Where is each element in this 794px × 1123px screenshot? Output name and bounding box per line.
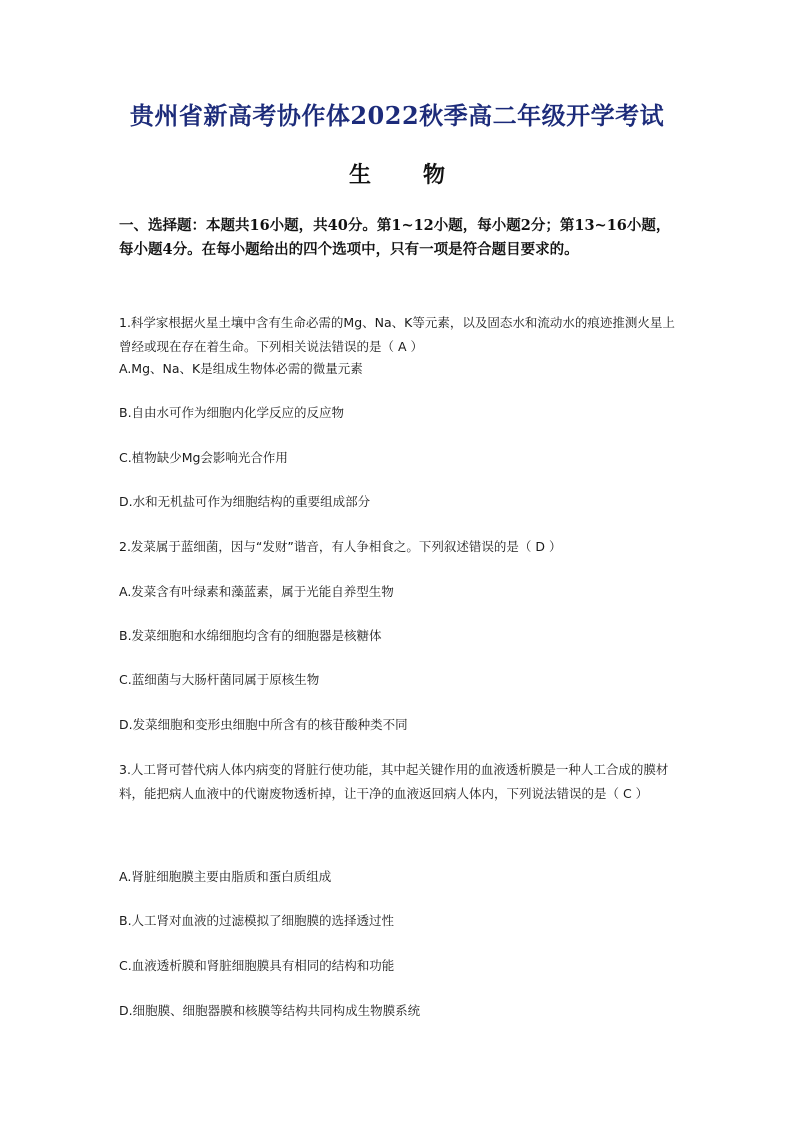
question-1-option-b: B.自由水可作为细胞内化学反应的反应物 xyxy=(119,405,345,420)
question-2-option-c: C.蓝细菌与大肠杆菌同属于原核生物 xyxy=(119,672,320,687)
question-3-stem: 3.人工肾可替代病人体内病变的肾脏行使功能，其中起关键作用的血液透析膜是一种人工合成的膜材料，能把病人血液中的代谢废物透析掉，让干净的血液返回病人体内，下列说法错误的是（ C ） xyxy=(119,762,669,801)
question-1-option-c: C.植物缺少Mg会影响光合作用 xyxy=(119,450,288,465)
exam-title: 贵州省新高考协作体2022秋季高二年级开学考试 xyxy=(129,101,665,130)
question-2-stem: 2.发菜属于蓝细菌，因与“发财”谐音，有人争相食之。下列叙述错误的是（ D ） xyxy=(119,539,562,554)
subject-title xyxy=(0,158,794,189)
question-1-option-d: D.水和无机盐可作为细胞结构的重要组成部分 xyxy=(119,494,371,509)
question-1-stem: 1.科学家根据火星土壤中含有生命必需的Mg、Na、K等元素，以及固态水和流动水的痕迹推测火星上曾经或现在存在着生命。下列相关说法错误的是（ A ） xyxy=(119,315,675,354)
subject-char-1: 生 xyxy=(348,162,371,188)
question-2-option-d: D.发菜细胞和变形虫细胞中所含有的核苷酸种类不同 xyxy=(119,717,408,732)
question-3-option-d: D.细胞膜、细胞器膜和核膜等结构共同构成生物膜系统 xyxy=(119,1003,421,1018)
question-3-option-b: B.人工肾对血液的过滤模拟了细胞膜的选择透过性 xyxy=(119,913,395,928)
question-3-option-c: C.血液透析膜和肾脏细胞膜具有相同的结构和功能 xyxy=(119,958,395,973)
question-1-option-a: A.Mg、Na、K是组成生物体必需的微量元素 xyxy=(119,361,363,376)
subject-char-2: 物 xyxy=(423,162,446,188)
question-2-option-b: B.发菜细胞和水绵细胞均含有的细胞器是核糖体 xyxy=(119,628,382,643)
question-3-option-a: A.肾脏细胞膜主要由脂质和蛋白质组成 xyxy=(119,869,332,884)
section-header: 一、选择题：本题共16小题，共40分。第1~12小题，每小题2分；第13~16小题，每小题4分。在每小题给出的四个选项中，只有一项是符合题目要求的。 xyxy=(119,217,671,258)
question-2-option-a: A.发菜含有叶绿素和藻蓝素，属于光能自养型生物 xyxy=(119,584,394,599)
